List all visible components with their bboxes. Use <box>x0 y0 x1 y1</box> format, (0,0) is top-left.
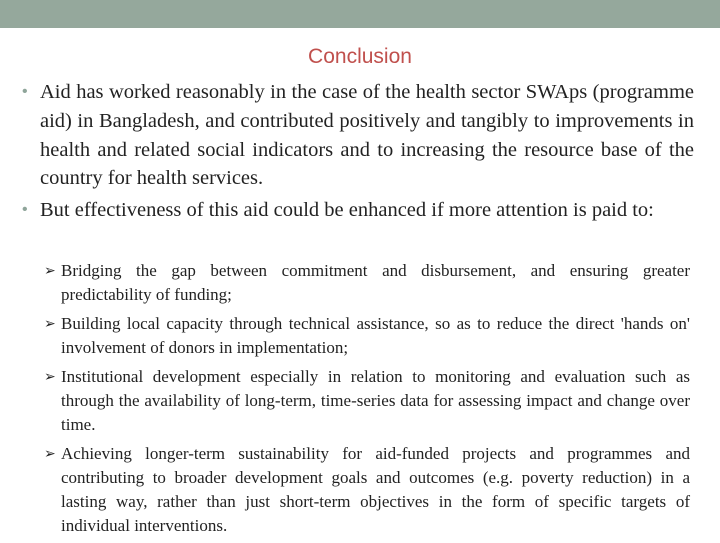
sub-bullet-item <box>44 312 690 360</box>
sub-bullet-text: Institutional development especially in relation to monitoring and evaluation such as through the availability of long-term, time-series data for assessing impact and change over time. <box>61 367 690 434</box>
slide-title <box>0 45 720 69</box>
bullet-icon: • <box>22 83 28 100</box>
arrowhead-icon: ➢ <box>44 263 56 279</box>
arrowhead-icon: ➢ <box>44 316 56 332</box>
bullet-text: Aid has worked reasonably in the case of the health sector SWAps (programme aid) in Bangladesh, and contributed positively and tangibly to improvements in health and related social indicators and to increasing the resource base of the country for health services. <box>40 81 694 190</box>
bullet-text: But effectiveness of this aid could be enhanced if more attention is paid to: <box>40 199 654 222</box>
bullet-item <box>22 196 694 225</box>
sub-bullet-item <box>44 442 690 538</box>
sub-bullet-text: Building local capacity through technical assistance, so as to reduce the direct 'hands on' involvement of donors in implementation; <box>61 314 690 357</box>
sub-bullet-item <box>44 259 690 307</box>
header-bar <box>0 0 720 28</box>
arrowhead-icon: ➢ <box>44 446 56 462</box>
slide-title-text: Conclusion <box>308 45 412 68</box>
sub-bullet-list <box>44 259 690 543</box>
bullet-item <box>22 78 694 193</box>
main-bullet-list <box>22 78 694 228</box>
sub-bullet-text: Achieving longer-term sustainability for aid-funded projects and programmes and contributing to broader development goals and outcomes (e.g. poverty reduction) in a lasting way, rather than just short-term objectives in the form of specific targets of individual interventions. <box>61 444 690 535</box>
sub-bullet-item <box>44 365 690 437</box>
arrowhead-icon: ➢ <box>44 369 56 385</box>
sub-bullet-text: Bridging the gap between commitment and disbursement, and ensuring greater predictability of funding; <box>61 261 690 304</box>
bullet-icon: • <box>22 201 28 219</box>
